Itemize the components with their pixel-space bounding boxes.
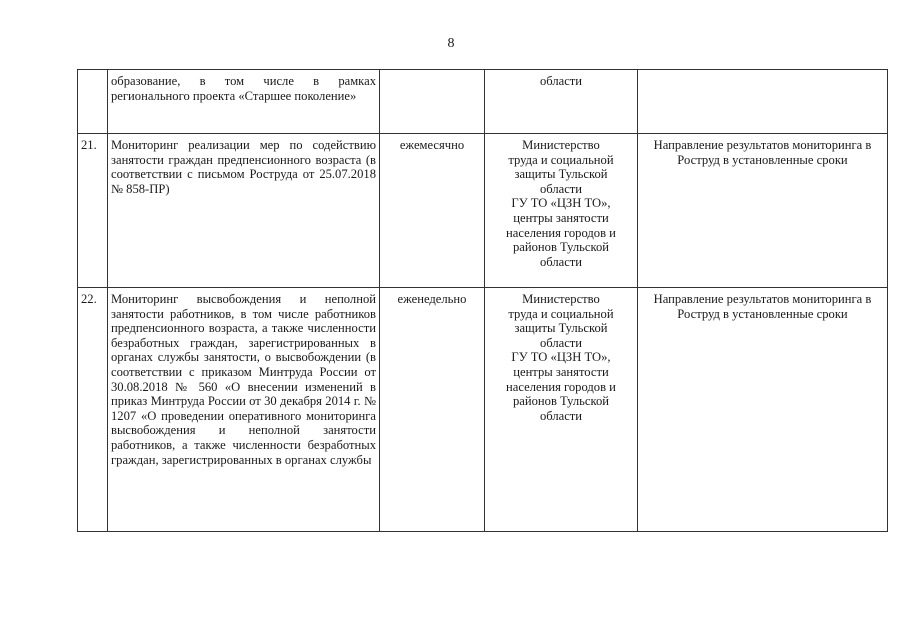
measure-result: Направление результатов мониторинга в Роструд в установленные сроки — [638, 288, 888, 532]
executor-line: области — [539, 408, 583, 423]
executor-line: районов Тульской — [513, 240, 609, 255]
measure-period: ежемесячно — [380, 134, 485, 288]
executor-line: центры занятости — [513, 210, 609, 225]
executor-line: области — [539, 74, 583, 88]
table-row-continuation — [78, 70, 888, 134]
executor-line: защиты Тульской — [514, 321, 608, 336]
measure-result — [638, 70, 888, 134]
executor-line: области — [539, 181, 583, 196]
executor-line: труда и социальной — [508, 306, 614, 321]
executor-line: центры занятости — [513, 364, 609, 379]
row-number: 21. — [78, 134, 108, 288]
measure-executors — [485, 288, 638, 532]
table-row-21 — [78, 134, 888, 288]
table-row-22 — [78, 288, 888, 532]
measure-period — [380, 70, 485, 134]
executor-line: области — [539, 335, 583, 350]
measure-result: Направление результатов мониторинга в Роструд в установленные сроки — [638, 134, 888, 288]
measure-period: еженедельно — [380, 288, 485, 532]
measure-description: Мониторинг высвобождения и неполной занятости работников, в том числе работников предпенсионного возраста, а также численности безработных граждан, зарегистрированных в органах службы занятости, о высвобождении (в соответствии с приказом Минтруда России от 30.08.2018 № 560 «О внесении изменений в приказ Минтруда России от 30 декабря 2014 г. № 1207 «О проведении оперативного мониторинга высвобождения и неполной занятости работников, а также численности безработных граждан, зарегистрированных в органах службы — [108, 288, 380, 532]
measure-executors — [485, 70, 638, 134]
executor-line: труда и социальной — [508, 152, 614, 167]
executor-line: области — [539, 254, 583, 269]
row-number: 22. — [78, 288, 108, 532]
executor-line: населения городов и — [506, 379, 616, 394]
executor-line: ГУ ТО «ЦЗН ТО», — [511, 350, 611, 365]
page-number: 8 — [447, 36, 455, 51]
executor-line: Министерство — [522, 292, 600, 306]
row-number — [78, 70, 108, 134]
executor-line: районов Тульской — [513, 394, 609, 409]
measure-description: Мониторинг реализации мер по содействию занятости граждан предпенсионного возраста (в соответствии с письмом Роструда от 25.07.2018 № 858-ПР) — [108, 134, 380, 288]
measures-table — [77, 69, 888, 532]
executor-line: защиты Тульской — [514, 167, 608, 182]
executor-line: населения городов и — [506, 225, 616, 240]
executor-line: Министерство — [522, 138, 600, 152]
measure-executors — [485, 134, 638, 288]
executor-line: ГУ ТО «ЦЗН ТО», — [511, 196, 611, 211]
measure-description: образование, в том числе в рамках регионального проекта «Старшее поколение» — [108, 70, 380, 134]
